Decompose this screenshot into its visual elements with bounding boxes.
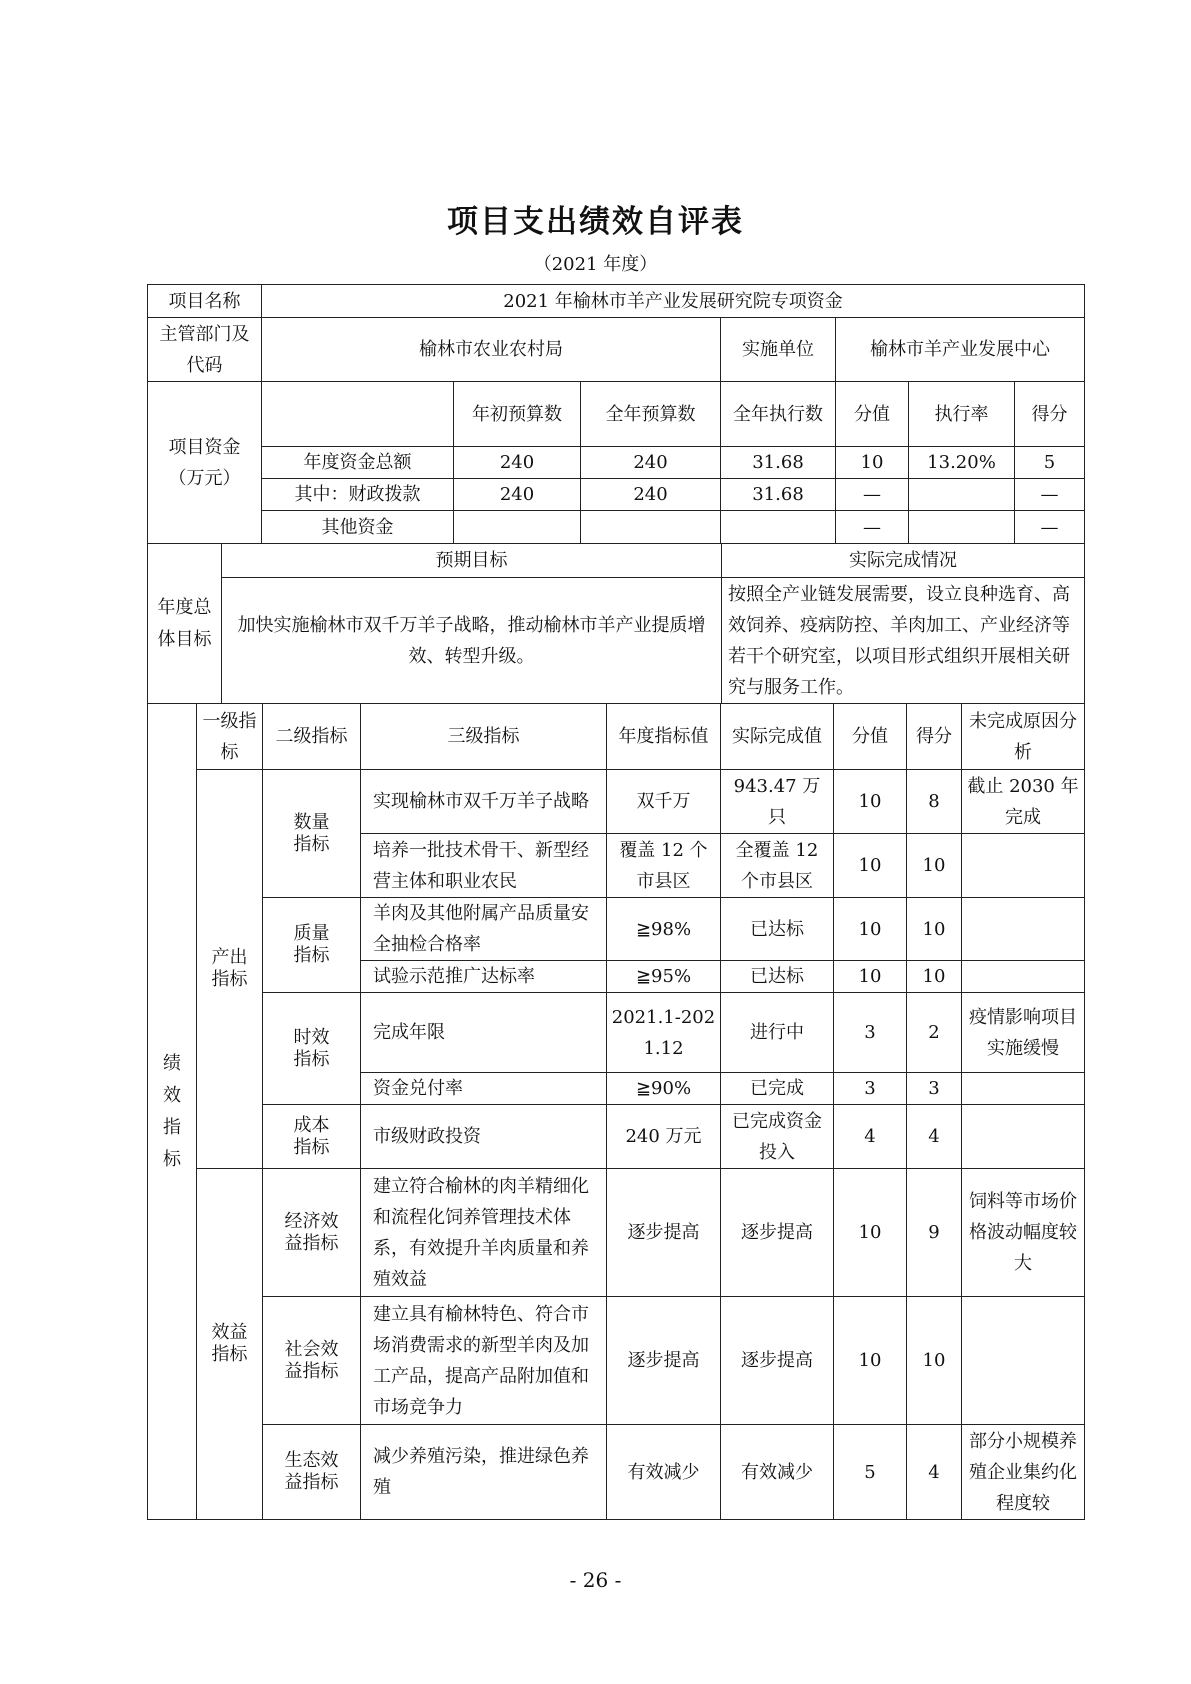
funds-cell bbox=[909, 511, 1015, 544]
indicator-value: 4 bbox=[834, 1105, 907, 1169]
funds-cell: — bbox=[1015, 511, 1085, 544]
indicator-score: 4 bbox=[907, 1105, 962, 1169]
indicator-name: 建立具有榆林特色、符合市场消费需求的新型羊肉及加工产品，提高产品附加值和市场竞争力 bbox=[361, 1297, 607, 1425]
level2-cost: 成本指标 bbox=[263, 1105, 361, 1169]
funds-cell: 240 bbox=[454, 479, 581, 511]
impl-value: 榆林市羊产业发展中心 bbox=[836, 318, 1085, 382]
level2-timeliness: 时效指标 bbox=[263, 993, 361, 1105]
funds-header: 年初预算数 bbox=[454, 382, 581, 447]
indicator-name: 试验示范推广达标率 bbox=[361, 961, 607, 993]
indicator-name: 建立符合榆林的肉羊精细化和流程化饲养管理技术体系，有效提升羊肉质量和养殖效益 bbox=[361, 1169, 607, 1297]
level2-economic: 经济效益指标 bbox=[263, 1169, 361, 1297]
indicator-name: 完成年限 bbox=[361, 993, 607, 1073]
indicator-header: 二级指标 bbox=[263, 704, 361, 770]
indicator-actual: 进行中 bbox=[721, 993, 834, 1073]
indicator-score: 2 bbox=[907, 993, 962, 1073]
indicator-reason: 饲料等市场价格波动幅度较大 bbox=[962, 1169, 1085, 1297]
indicator-target: 双千万 bbox=[607, 770, 721, 834]
indicator-target: 逐步提高 bbox=[607, 1297, 721, 1425]
project-info-table bbox=[147, 284, 1085, 544]
indicator-reason: 部分小规模养殖企业集约化程度较 bbox=[962, 1425, 1085, 1520]
indicator-score: 10 bbox=[907, 961, 962, 993]
level2-ecological: 生态效益指标 bbox=[263, 1425, 361, 1520]
indicator-actual: 逐步提高 bbox=[721, 1297, 834, 1425]
indicator-reason bbox=[962, 1105, 1085, 1169]
indicator-value: 10 bbox=[834, 961, 907, 993]
indicator-value: 3 bbox=[834, 993, 907, 1073]
indicator-score: 4 bbox=[907, 1425, 962, 1520]
level2-quality: 质量指标 bbox=[263, 898, 361, 993]
actual-goal-label: 实际完成情况 bbox=[722, 544, 1085, 578]
indicator-target: 逐步提高 bbox=[607, 1169, 721, 1297]
indicators-label: 绩效指标 bbox=[148, 704, 197, 1520]
indicator-header: 实际完成值 bbox=[721, 704, 834, 770]
funds-cell: — bbox=[836, 479, 909, 511]
indicator-reason bbox=[962, 898, 1085, 961]
indicator-actual: 有效减少 bbox=[721, 1425, 834, 1520]
funds-cell: 10 bbox=[836, 447, 909, 479]
funds-label: 项目资金（万元） bbox=[148, 382, 262, 544]
indicator-target: 2021.1-2021.12 bbox=[607, 993, 721, 1073]
indicator-header: 分值 bbox=[834, 704, 907, 770]
funds-cell: 240 bbox=[581, 479, 721, 511]
funds-header: 全年执行数 bbox=[721, 382, 836, 447]
indicator-reason bbox=[962, 834, 1085, 898]
indicator-name: 羊肉及其他附属产品质量安全抽检合格率 bbox=[361, 898, 607, 961]
indicator-name: 实现榆林市双千万羊子战略 bbox=[361, 770, 607, 834]
funds-cell bbox=[909, 479, 1015, 511]
indicator-target: ≧98% bbox=[607, 898, 721, 961]
indicator-header: 年度指标值 bbox=[607, 704, 721, 770]
indicator-target: ≧90% bbox=[607, 1073, 721, 1105]
indicators-table bbox=[147, 703, 1085, 1520]
funds-row-name: 其中：财政拨款 bbox=[262, 479, 454, 511]
indicator-target: 有效减少 bbox=[607, 1425, 721, 1520]
indicator-reason bbox=[962, 1073, 1085, 1105]
funds-cell: — bbox=[836, 511, 909, 544]
indicator-score: 3 bbox=[907, 1073, 962, 1105]
report-year: （2021 年度） bbox=[533, 254, 658, 275]
indicator-actual: 已完成资金投入 bbox=[721, 1105, 834, 1169]
funds-row-name: 其他资金 bbox=[262, 511, 454, 544]
indicator-actual: 全覆盖 12 个市县区 bbox=[721, 834, 834, 898]
page-title: 项目支出绩效自评表 bbox=[447, 204, 744, 240]
indicator-value: 5 bbox=[834, 1425, 907, 1520]
indicator-actual: 已达标 bbox=[721, 898, 834, 961]
indicator-score: 8 bbox=[907, 770, 962, 834]
indicator-value: 10 bbox=[834, 898, 907, 961]
funds-header: 执行率 bbox=[909, 382, 1015, 447]
indicator-name: 市级财政投资 bbox=[361, 1105, 607, 1169]
funds-header: 得分 bbox=[1015, 382, 1085, 447]
funds-header-blank bbox=[262, 382, 454, 447]
funds-cell: 5 bbox=[1015, 447, 1085, 479]
indicator-header: 三级指标 bbox=[361, 704, 607, 770]
indicator-value: 10 bbox=[834, 770, 907, 834]
dept-value: 榆林市农业农村局 bbox=[262, 318, 721, 382]
indicator-target: 240 万元 bbox=[607, 1105, 721, 1169]
indicator-reason bbox=[962, 961, 1085, 993]
indicator-score: 10 bbox=[907, 834, 962, 898]
indicator-reason bbox=[962, 1297, 1085, 1425]
funds-cell bbox=[721, 511, 836, 544]
dept-label: 主管部门及代码 bbox=[148, 318, 262, 382]
indicator-score: 9 bbox=[907, 1169, 962, 1297]
goals-label: 年度总体目标 bbox=[148, 544, 222, 704]
indicator-name: 培养一批技术骨干、新型经营主体和职业农民 bbox=[361, 834, 607, 898]
indicator-score: 10 bbox=[907, 898, 962, 961]
indicator-header: 得分 bbox=[907, 704, 962, 770]
expected-goal-label: 预期目标 bbox=[222, 544, 722, 578]
funds-cell: — bbox=[1015, 479, 1085, 511]
indicator-target: ≧95% bbox=[607, 961, 721, 993]
indicator-actual: 943.47 万只 bbox=[721, 770, 834, 834]
level1-benefit: 效益指标 bbox=[197, 1169, 263, 1520]
funds-cell: 31.68 bbox=[721, 447, 836, 479]
indicator-value: 10 bbox=[834, 1169, 907, 1297]
level2-quantity: 数量指标 bbox=[263, 770, 361, 898]
funds-cell bbox=[581, 511, 721, 544]
impl-label: 实施单位 bbox=[721, 318, 836, 382]
level2-social: 社会效益指标 bbox=[263, 1297, 361, 1425]
actual-goal-text: 按照全产业链发展需要，设立良种选育、高效饲养、疫病防控、羊肉加工、产业经济等若干个研究室，以项目形式组织开展相关研究与服务工作。 bbox=[722, 578, 1085, 704]
indicator-actual: 已完成 bbox=[721, 1073, 834, 1105]
project-name-label: 项目名称 bbox=[148, 285, 262, 318]
indicator-name: 资金兑付率 bbox=[361, 1073, 607, 1105]
indicator-actual: 逐步提高 bbox=[721, 1169, 834, 1297]
indicator-header: 未完成原因分析 bbox=[962, 704, 1085, 770]
funds-cell: 31.68 bbox=[721, 479, 836, 511]
indicator-reason: 疫情影响项目实施缓慢 bbox=[962, 993, 1085, 1073]
indicator-reason: 截止 2030 年完成 bbox=[962, 770, 1085, 834]
funds-header: 全年预算数 bbox=[581, 382, 721, 447]
funds-row-name: 年度资金总额 bbox=[262, 447, 454, 479]
indicator-value: 3 bbox=[834, 1073, 907, 1105]
project-name: 2021 年榆林市羊产业发展研究院专项资金 bbox=[262, 285, 1085, 318]
indicator-actual: 已达标 bbox=[721, 961, 834, 993]
indicator-target: 覆盖 12 个市县区 bbox=[607, 834, 721, 898]
funds-cell bbox=[454, 511, 581, 544]
indicator-header: 一级指标 bbox=[197, 704, 263, 770]
funds-header: 分值 bbox=[836, 382, 909, 447]
funds-cell: 13.20% bbox=[909, 447, 1015, 479]
funds-cell: 240 bbox=[581, 447, 721, 479]
indicator-score: 10 bbox=[907, 1297, 962, 1425]
indicator-name: 减少养殖污染，推进绿色养殖 bbox=[361, 1425, 607, 1520]
goals-table bbox=[147, 543, 1085, 704]
page-number: - 26 - bbox=[569, 1568, 622, 1592]
level1-output: 产出指标 bbox=[197, 770, 263, 1169]
expected-goal-text: 加快实施榆林市双千万羊子战略，推动榆林市羊产业提质增效、转型升级。 bbox=[222, 578, 722, 704]
indicator-value: 10 bbox=[834, 834, 907, 898]
funds-cell: 240 bbox=[454, 447, 581, 479]
indicator-value: 10 bbox=[834, 1297, 907, 1425]
